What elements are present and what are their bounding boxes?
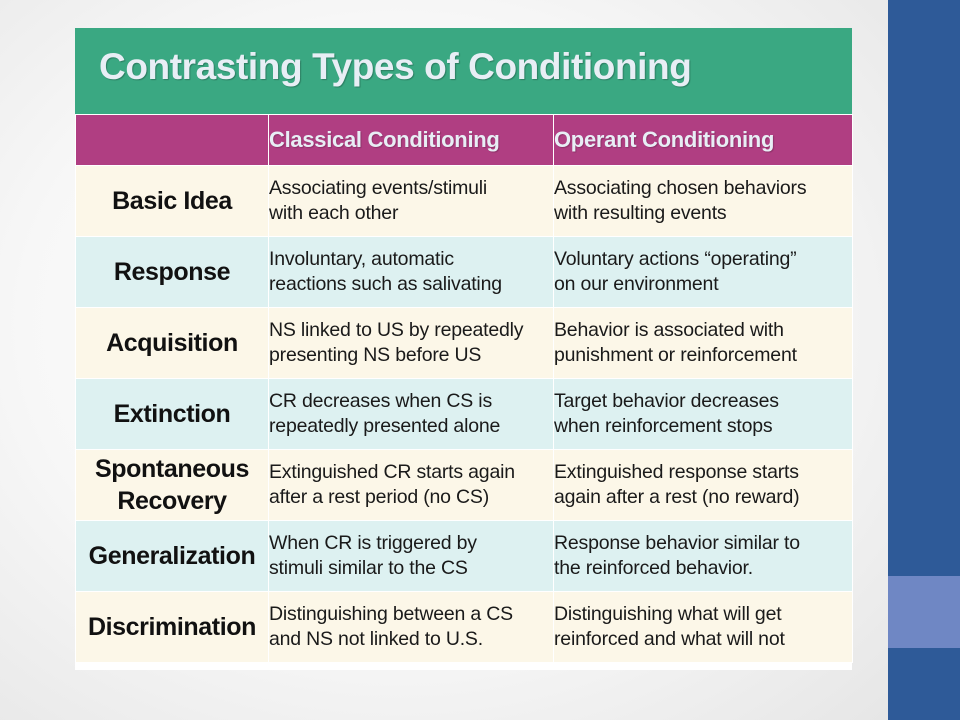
header-operant-conditioning: Operant Conditioning bbox=[554, 115, 853, 166]
operant-cell: Voluntary actions “operating” on our environment bbox=[554, 237, 853, 308]
classical-cell: NS linked to US by repeatedly presenting NS before US bbox=[269, 308, 554, 379]
side-bar-accent bbox=[888, 576, 960, 648]
operant-cell: Associating chosen behaviors with resulting events bbox=[554, 166, 853, 237]
table-row bbox=[76, 379, 853, 450]
table-row bbox=[76, 166, 853, 237]
row-term: Generalization bbox=[76, 521, 269, 592]
header-classical-conditioning: Classical Conditioning bbox=[269, 115, 554, 166]
header-blank-cell bbox=[76, 115, 269, 166]
operant-cell: Extinguished response starts again after a rest (no reward) bbox=[554, 450, 853, 521]
classical-cell: Involuntary, automatic reactions such as salivating bbox=[269, 237, 554, 308]
classical-cell: CR decreases when CS is repeatedly presented alone bbox=[269, 379, 554, 450]
table-row bbox=[76, 521, 853, 592]
operant-cell: Distinguishing what will get reinforced and what will not bbox=[554, 592, 853, 663]
slide-title: Contrasting Types of Conditioning bbox=[99, 46, 692, 87]
title-band bbox=[75, 28, 852, 114]
classical-cell: Distinguishing between a CS and NS not linked to U.S. bbox=[269, 592, 554, 663]
comparison-table-image bbox=[75, 28, 852, 670]
classical-cell: Associating events/stimuli with each other bbox=[269, 166, 554, 237]
row-term: Acquisition bbox=[76, 308, 269, 379]
classical-cell: Extinguished CR starts again after a rest period (no CS) bbox=[269, 450, 554, 521]
table-row bbox=[76, 308, 853, 379]
table-row bbox=[76, 592, 853, 663]
comparison-table bbox=[75, 114, 853, 663]
operant-cell: Response behavior similar to the reinforced behavior. bbox=[554, 521, 853, 592]
row-term: Discrimination bbox=[76, 592, 269, 663]
classical-cell: When CR is triggered by stimuli similar to the CS bbox=[269, 521, 554, 592]
row-term: Response bbox=[76, 237, 269, 308]
table-row bbox=[76, 237, 853, 308]
row-term: Spontaneous Recovery bbox=[76, 450, 269, 521]
row-term: Extinction bbox=[76, 379, 269, 450]
table-header-row bbox=[76, 115, 853, 166]
row-term: Basic Idea bbox=[76, 166, 269, 237]
operant-cell: Behavior is associated with punishment or reinforcement bbox=[554, 308, 853, 379]
operant-cell: Target behavior decreases when reinforcement stops bbox=[554, 379, 853, 450]
table-row bbox=[76, 450, 853, 521]
